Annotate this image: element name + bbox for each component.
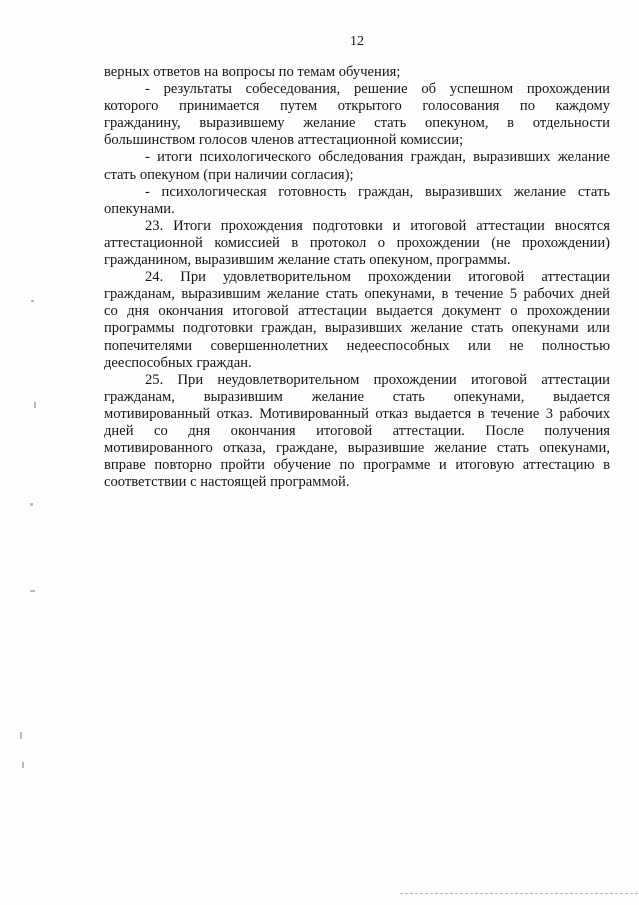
scan-mark — [20, 732, 22, 739]
text-line: программы подготовки граждан, выразивших желание стать опекунами или — [104, 320, 610, 337]
scan-mark — [34, 402, 36, 408]
text-line: опекунами. — [104, 200, 175, 217]
text-line: стать опекуном (при наличии согласия); — [104, 166, 354, 183]
text-line: со дня окончания итоговой аттестации выдается документ о прохождении — [104, 303, 610, 320]
text-line: 23. Итоги прохождения подготовки и итоговой аттестации вносятся — [145, 217, 610, 234]
page-number: 12 — [350, 34, 364, 49]
paragraph — [104, 149, 610, 183]
text-line: мотивированного отказа, граждане, выразившие желание стать опекунами, — [104, 440, 610, 457]
text-line: гражданам, выразившим желание стать опекунами, выдается — [104, 388, 610, 405]
text-line: мотивированный отказ. Мотивированный отказ выдается в течение 3 рабочих — [104, 405, 610, 422]
scan-edge-line — [400, 893, 639, 894]
text-line: - психологическая готовность граждан, выразивших желание стать — [145, 183, 610, 200]
document-body — [104, 64, 610, 491]
text-line: дееспособных граждан. — [104, 354, 252, 371]
paragraph — [104, 372, 610, 492]
scan-mark — [31, 300, 34, 302]
paragraph — [104, 64, 610, 81]
text-line: попечителями совершеннолетних недееспособных или не полностью — [104, 337, 610, 354]
text-line: гражданину, выразившему желание стать опекуном, в отдельности — [104, 115, 610, 132]
text-line: - результаты собеседования, решение об успешном прохождении — [145, 81, 610, 98]
text-line: дней со дня окончания итоговой аттестации. После получения — [104, 422, 610, 439]
text-line: соответствии с настоящей программой. — [104, 474, 350, 491]
scan-mark — [30, 590, 35, 592]
paragraph — [104, 218, 610, 269]
text-line: 25. При неудовлетворительном прохождении итоговой аттестации — [145, 371, 610, 388]
paragraph — [104, 269, 610, 372]
text-line: большинством голосов членов аттестационной комиссии; — [104, 132, 464, 149]
text-line: 24. При удовлетворительном прохождении итоговой аттестации — [145, 269, 610, 286]
text-line: вправе повторно пройти обучение по программе и итоговую аттестацию в — [104, 457, 610, 474]
scan-mark — [22, 762, 24, 768]
paragraph — [104, 184, 610, 218]
text-line: верных ответов на вопросы по темам обучения; — [104, 64, 401, 80]
text-line: - итоги психологического обследования граждан, выразивших желание — [145, 149, 610, 166]
paragraph — [104, 81, 610, 149]
text-line: которого принимается путем открытого голосования по каждому — [104, 98, 610, 115]
text-line: гражданам, выразившим желание стать опекунами, в течение 5 рабочих дней — [104, 286, 610, 303]
scan-mark — [30, 503, 33, 506]
text-line: гражданином, выразившим желание стать опекуном, программы. — [104, 252, 511, 269]
text-line: аттестационной комиссией в протокол о прохождении (не прохождении) — [104, 234, 610, 251]
